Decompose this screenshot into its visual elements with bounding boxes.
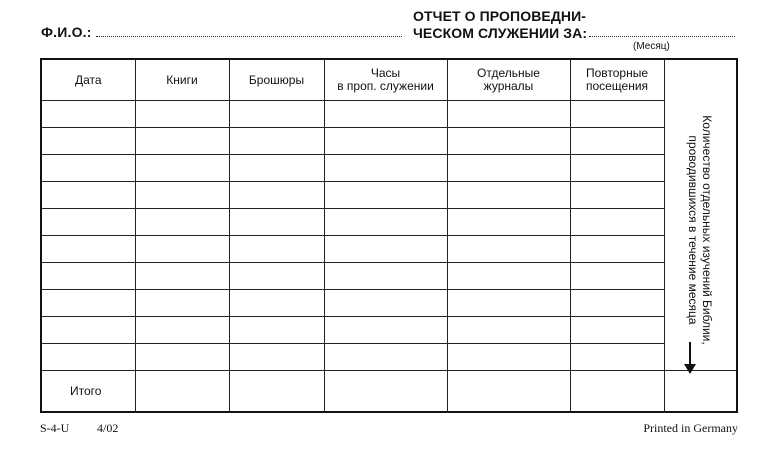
- column-header-books: Книги: [135, 59, 229, 101]
- name-field-line[interactable]: [96, 36, 402, 37]
- table-row: [41, 182, 737, 209]
- column-header-hours: Часы в проп. служении: [324, 59, 447, 101]
- report-table: [40, 58, 738, 413]
- column-header-brochures: Брошюры: [229, 59, 324, 101]
- table-row: [41, 289, 737, 316]
- form-date: 4/02: [97, 421, 119, 435]
- name-label: Ф.И.О.:: [41, 24, 92, 40]
- column-header-magazines: Отдельные журналы: [447, 59, 570, 101]
- total-row: [41, 370, 737, 412]
- down-arrow-icon: [689, 342, 691, 366]
- table-row: [41, 155, 737, 182]
- column-header-date: Дата: [41, 59, 135, 101]
- bible-studies-label: Количество отдельных изучений Библии, проводившихся в течение месяца: [686, 115, 715, 345]
- table-row: [41, 128, 737, 155]
- bible-studies-cell[interactable]: [664, 59, 737, 370]
- arrowhead-icon: [684, 364, 696, 374]
- form-code: S-4-U: [40, 421, 70, 435]
- month-field-line[interactable]: [589, 36, 735, 37]
- column-header-return-visits: Повторные посещения: [570, 59, 664, 101]
- table-row: [41, 208, 737, 235]
- table-header-row: [41, 59, 737, 101]
- table-row: [41, 343, 737, 370]
- month-note: (Месяц): [633, 41, 670, 52]
- total-label: Итого: [41, 370, 135, 412]
- table-row: [41, 262, 737, 289]
- table-row: [41, 101, 737, 128]
- report-title-line1: ОТЧЕТ О ПРОПОВЕДНИ-: [413, 8, 587, 24]
- printed-in: Printed in Germany: [643, 421, 738, 435]
- total-bible-studies[interactable]: [664, 370, 737, 412]
- report-title-line2: ЧЕСКОМ СЛУЖЕНИИ ЗА:: [413, 25, 588, 41]
- table-row: [41, 316, 737, 343]
- table-row: [41, 235, 737, 262]
